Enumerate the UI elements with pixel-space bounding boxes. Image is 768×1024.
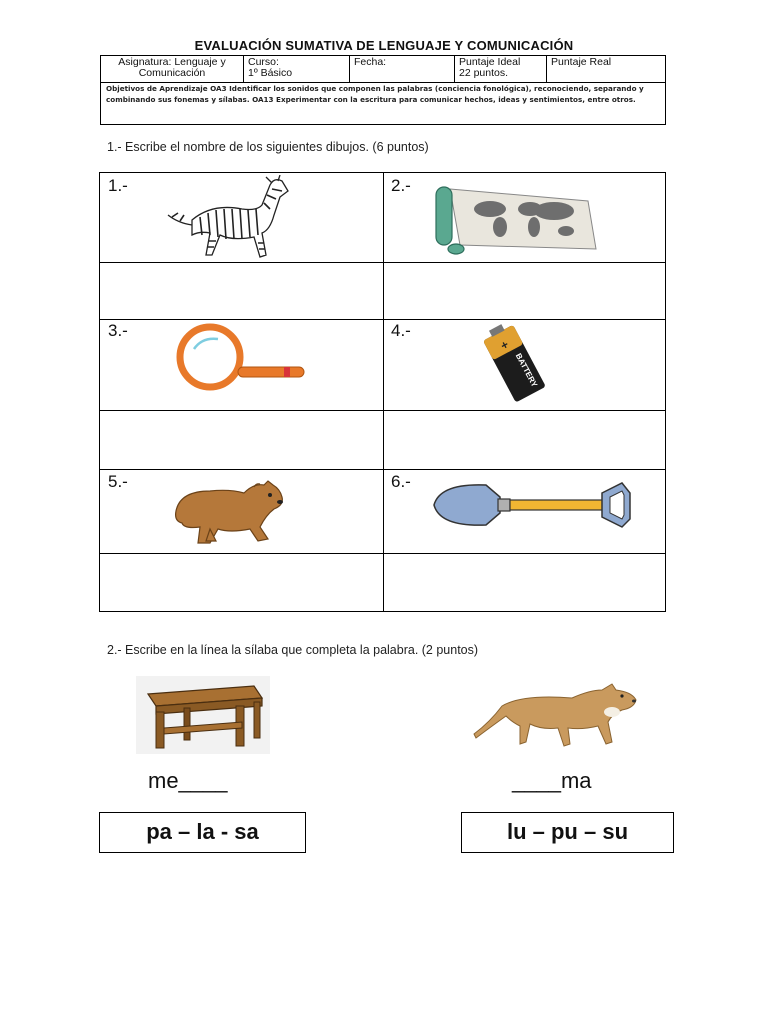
ideal-score-label: Puntaje Ideal [459,56,521,68]
answer-cell-6[interactable] [385,554,664,610]
table-icon [136,676,270,754]
section2-instruction: 2.- Escribe en la línea la sílaba que completa la palabra. (2 puntos) [107,643,479,657]
section1-instruction: 1.- Escribe el nombre de los siguientes dibujos. (6 puntos) [107,140,429,154]
bear-icon [170,475,286,549]
map-icon [430,183,600,255]
grid-divider [100,469,665,470]
course-cell [244,56,350,82]
magnifying-glass-icon [172,323,312,395]
answer-cell-4[interactable] [385,411,664,468]
ideal-score-cell [455,56,547,82]
word-completion-left: me____ [148,768,228,793]
course-label: Curso: [248,56,279,68]
puma-icon [472,676,642,752]
real-score-cell[interactable]: Puntaje Real [551,56,612,68]
item-number: 2.- [391,176,411,195]
item-number: 5.- [108,472,128,491]
syllable-options-right: lu – pu – su [461,812,674,853]
battery-plus: + [498,337,511,353]
answer-cell-2[interactable] [385,263,664,318]
item-number: 3.- [108,321,128,340]
battery-icon [470,319,556,403]
page-title: EVALUACIÓN SUMATIVA DE LENGUAJE Y COMUNICACIÓN [194,38,574,53]
picture-grid [99,172,666,612]
course-value: 1º Básico [248,67,293,79]
grid-divider [100,319,665,320]
item-number: 1.- [108,176,128,195]
zebra-icon [162,175,297,263]
date-cell[interactable]: Fecha: [350,56,455,82]
header-info-table [100,55,666,125]
syllable-options-left: pa – la - sa [99,812,306,853]
ideal-score-value: 22 puntos. [459,67,509,79]
item-number: 4.- [391,321,411,340]
shovel-icon [430,479,640,531]
answer-cell-5[interactable] [101,554,382,610]
subject-cell: Asignatura: Lenguaje y Comunicación [101,56,244,82]
battery-label: BATTERY [513,351,540,389]
word-completion-right: ____ma [512,768,592,793]
answer-cell-1[interactable] [101,263,382,318]
item-number: 6.- [391,472,411,491]
grid-divider [383,173,384,611]
objectives-text: Objetivos de Aprendizaje OA3 Identificar los sonidos que componen las palabras (conciencia fonológica), reconociendo, separando y combinando sus fonemas y sílabas. OA13 Experimentar con la escritura para comunicar hechos, ideas y sentimientos, entre otros. [106,84,644,104]
answer-cell-3[interactable] [101,411,382,468]
